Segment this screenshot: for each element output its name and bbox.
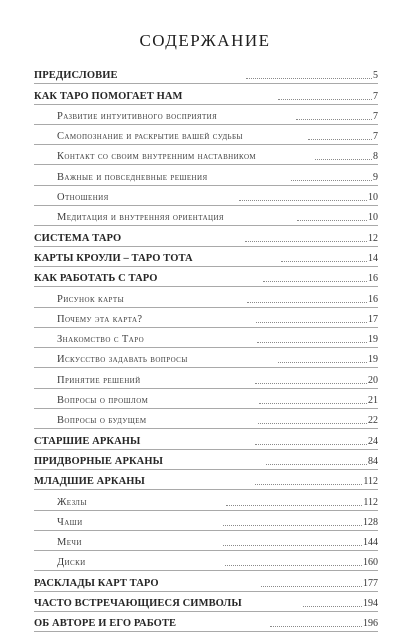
toc-page-number: 12 [368, 232, 378, 244]
toc-entry-title: Самопознание и раскрытие вашей судьбы [57, 131, 243, 143]
dot-leader [281, 261, 367, 262]
toc-section-row [34, 247, 378, 267]
toc-page-number: 20 [368, 374, 378, 386]
toc-entry-title: КАРТЫ КРОУЛИ – ТАРО ТОТА [34, 252, 193, 264]
toc-entry-title: Развитие интуитивного восприятия [57, 110, 218, 122]
toc-page-number: 7 [373, 110, 379, 122]
dot-leader [291, 180, 372, 181]
toc-section-row [34, 612, 378, 632]
toc-subsection-row [34, 490, 378, 510]
dot-leader [303, 606, 362, 607]
toc-section-row [34, 64, 378, 84]
dot-leader [278, 99, 372, 100]
toc-page-number: 7 [373, 131, 378, 143]
toc-page-number: 8 [373, 151, 378, 163]
toc-page-number: 194 [363, 598, 379, 610]
toc-page-number: 112 [363, 476, 379, 488]
toc-page-number: 7 [373, 90, 379, 102]
toc-page-number: 21 [368, 395, 379, 407]
dot-leader [258, 423, 367, 424]
toc-entry-title: Медитация и внутренняя ориентация [57, 212, 225, 224]
dot-leader [261, 586, 362, 587]
toc-subsection-row [34, 145, 378, 165]
toc-page-number: 24 [368, 435, 378, 447]
toc-entry-title: Вопросы о будущем [57, 415, 147, 427]
toc-entry-title: ЧАСТО ВСТРЕЧАЮЩИЕСЯ СИМВОЛЫ [34, 598, 242, 610]
toc-page-number: 22 [368, 415, 379, 427]
toc-page-number: 19 [368, 354, 379, 366]
dot-leader [247, 302, 367, 303]
toc-subsection-row [34, 105, 378, 125]
toc-page-number: 16 [368, 273, 378, 285]
dot-leader [255, 484, 363, 485]
toc-entry-title: Искусство задавать вопросы [57, 354, 188, 366]
toc-entry-title: Почему эта карта? [57, 313, 143, 325]
toc-subsection-row [34, 531, 378, 551]
toc-section-row [34, 84, 378, 104]
toc-subsection-row [34, 409, 378, 429]
toc-page-number: 177 [363, 577, 378, 589]
toc-subsection-row [34, 287, 378, 307]
table-of-contents [34, 64, 378, 632]
page-title: СОДЕРЖАНИЕ [139, 31, 271, 50]
toc-entry-title: Вопросы о прошлом [57, 395, 149, 407]
toc-page-number: 84 [368, 455, 379, 467]
dot-leader [246, 78, 372, 79]
dot-leader [255, 444, 367, 445]
dot-leader [266, 464, 367, 465]
toc-entry-title: ОБ АВТОРЕ И ЕГО РАБОТЕ [34, 618, 177, 630]
dot-leader [278, 362, 367, 363]
toc-entry-title: Рисунок карты [57, 293, 125, 305]
dot-leader [259, 403, 367, 404]
toc-page-number: 10 [368, 212, 379, 224]
toc-page-number: 16 [368, 293, 378, 305]
toc-page-number: 128 [363, 516, 379, 528]
dot-leader [245, 241, 367, 242]
toc-subsection-row [34, 348, 378, 368]
toc-subsection-row [34, 308, 378, 328]
dot-leader [239, 200, 367, 201]
toc-section-row [34, 571, 378, 591]
toc-entry-title: Диски [57, 557, 86, 569]
toc-page-number: 144 [363, 537, 379, 549]
toc-page-number: 10 [368, 192, 378, 204]
toc-subsection-row [34, 165, 378, 185]
toc-section-row [34, 267, 378, 287]
toc-page-number: 9 [373, 171, 378, 183]
toc-entry-title: РАСКЛАДЫ КАРТ ТАРО [34, 577, 159, 589]
toc-entry-title: Принятие решений [57, 374, 141, 386]
toc-subsection-row [34, 125, 378, 145]
toc-entry-title: Мечи [57, 537, 82, 549]
toc-section-row [34, 226, 378, 246]
toc-page-number: 112 [363, 496, 378, 508]
toc-subsection-row [34, 368, 378, 388]
toc-subsection-row [34, 511, 378, 531]
toc-entry-title: Чаши [57, 516, 83, 528]
toc-page-number: 196 [363, 618, 379, 630]
toc-page-number: 5 [373, 70, 378, 82]
toc-section-row [34, 592, 378, 612]
toc-section-row [34, 470, 378, 490]
dot-leader [315, 159, 372, 160]
toc-subsection-row [34, 206, 378, 226]
toc-page-number: 17 [368, 313, 378, 325]
dot-leader [223, 525, 362, 526]
toc-entry-title: Знакомство с Таро [57, 334, 145, 346]
toc-entry-title: КАК РАБОТАТЬ С ТАРО [34, 273, 158, 285]
dot-leader [257, 342, 367, 343]
dot-leader [297, 220, 368, 221]
toc-subsection-row [34, 328, 378, 348]
dot-leader [296, 119, 372, 120]
toc-entry-title: Жезлы [57, 496, 87, 508]
dot-leader [223, 545, 362, 546]
dot-leader [270, 626, 362, 627]
toc-entry-title: Отношения [57, 192, 109, 204]
dot-leader [256, 322, 367, 323]
dot-leader [263, 281, 367, 282]
toc-section-row [34, 429, 378, 449]
toc-entry-title: Контакт со своим внутренним наставником [57, 151, 257, 163]
toc-page-number: 19 [368, 334, 379, 346]
toc-entry-title: ПРИДВОРНЫЕ АРКАНЫ [34, 455, 164, 467]
toc-subsection-row [34, 551, 378, 571]
toc-entry-title: СИСТЕМА ТАРО [34, 232, 122, 244]
toc-subsection-row [34, 186, 378, 206]
toc-entry-title: Важные и повседневные решения [57, 171, 208, 183]
toc-entry-title: СТАРШИЕ АРКАНЫ [34, 435, 141, 447]
toc-section-row [34, 450, 378, 470]
dot-leader [225, 565, 362, 566]
dot-leader [308, 139, 372, 140]
toc-subsection-row [34, 389, 378, 409]
toc-page-number: 160 [363, 557, 378, 569]
toc-entry-title: ПРЕДИСЛОВИЕ [34, 70, 118, 82]
dot-leader [226, 505, 363, 506]
dot-leader [255, 383, 367, 384]
toc-entry-title: МЛАДШИЕ АРКАНЫ [34, 476, 145, 488]
toc-page-number: 14 [368, 252, 378, 264]
toc-entry-title: КАК ТАРО ПОМОГАЕТ НАМ [34, 90, 183, 102]
